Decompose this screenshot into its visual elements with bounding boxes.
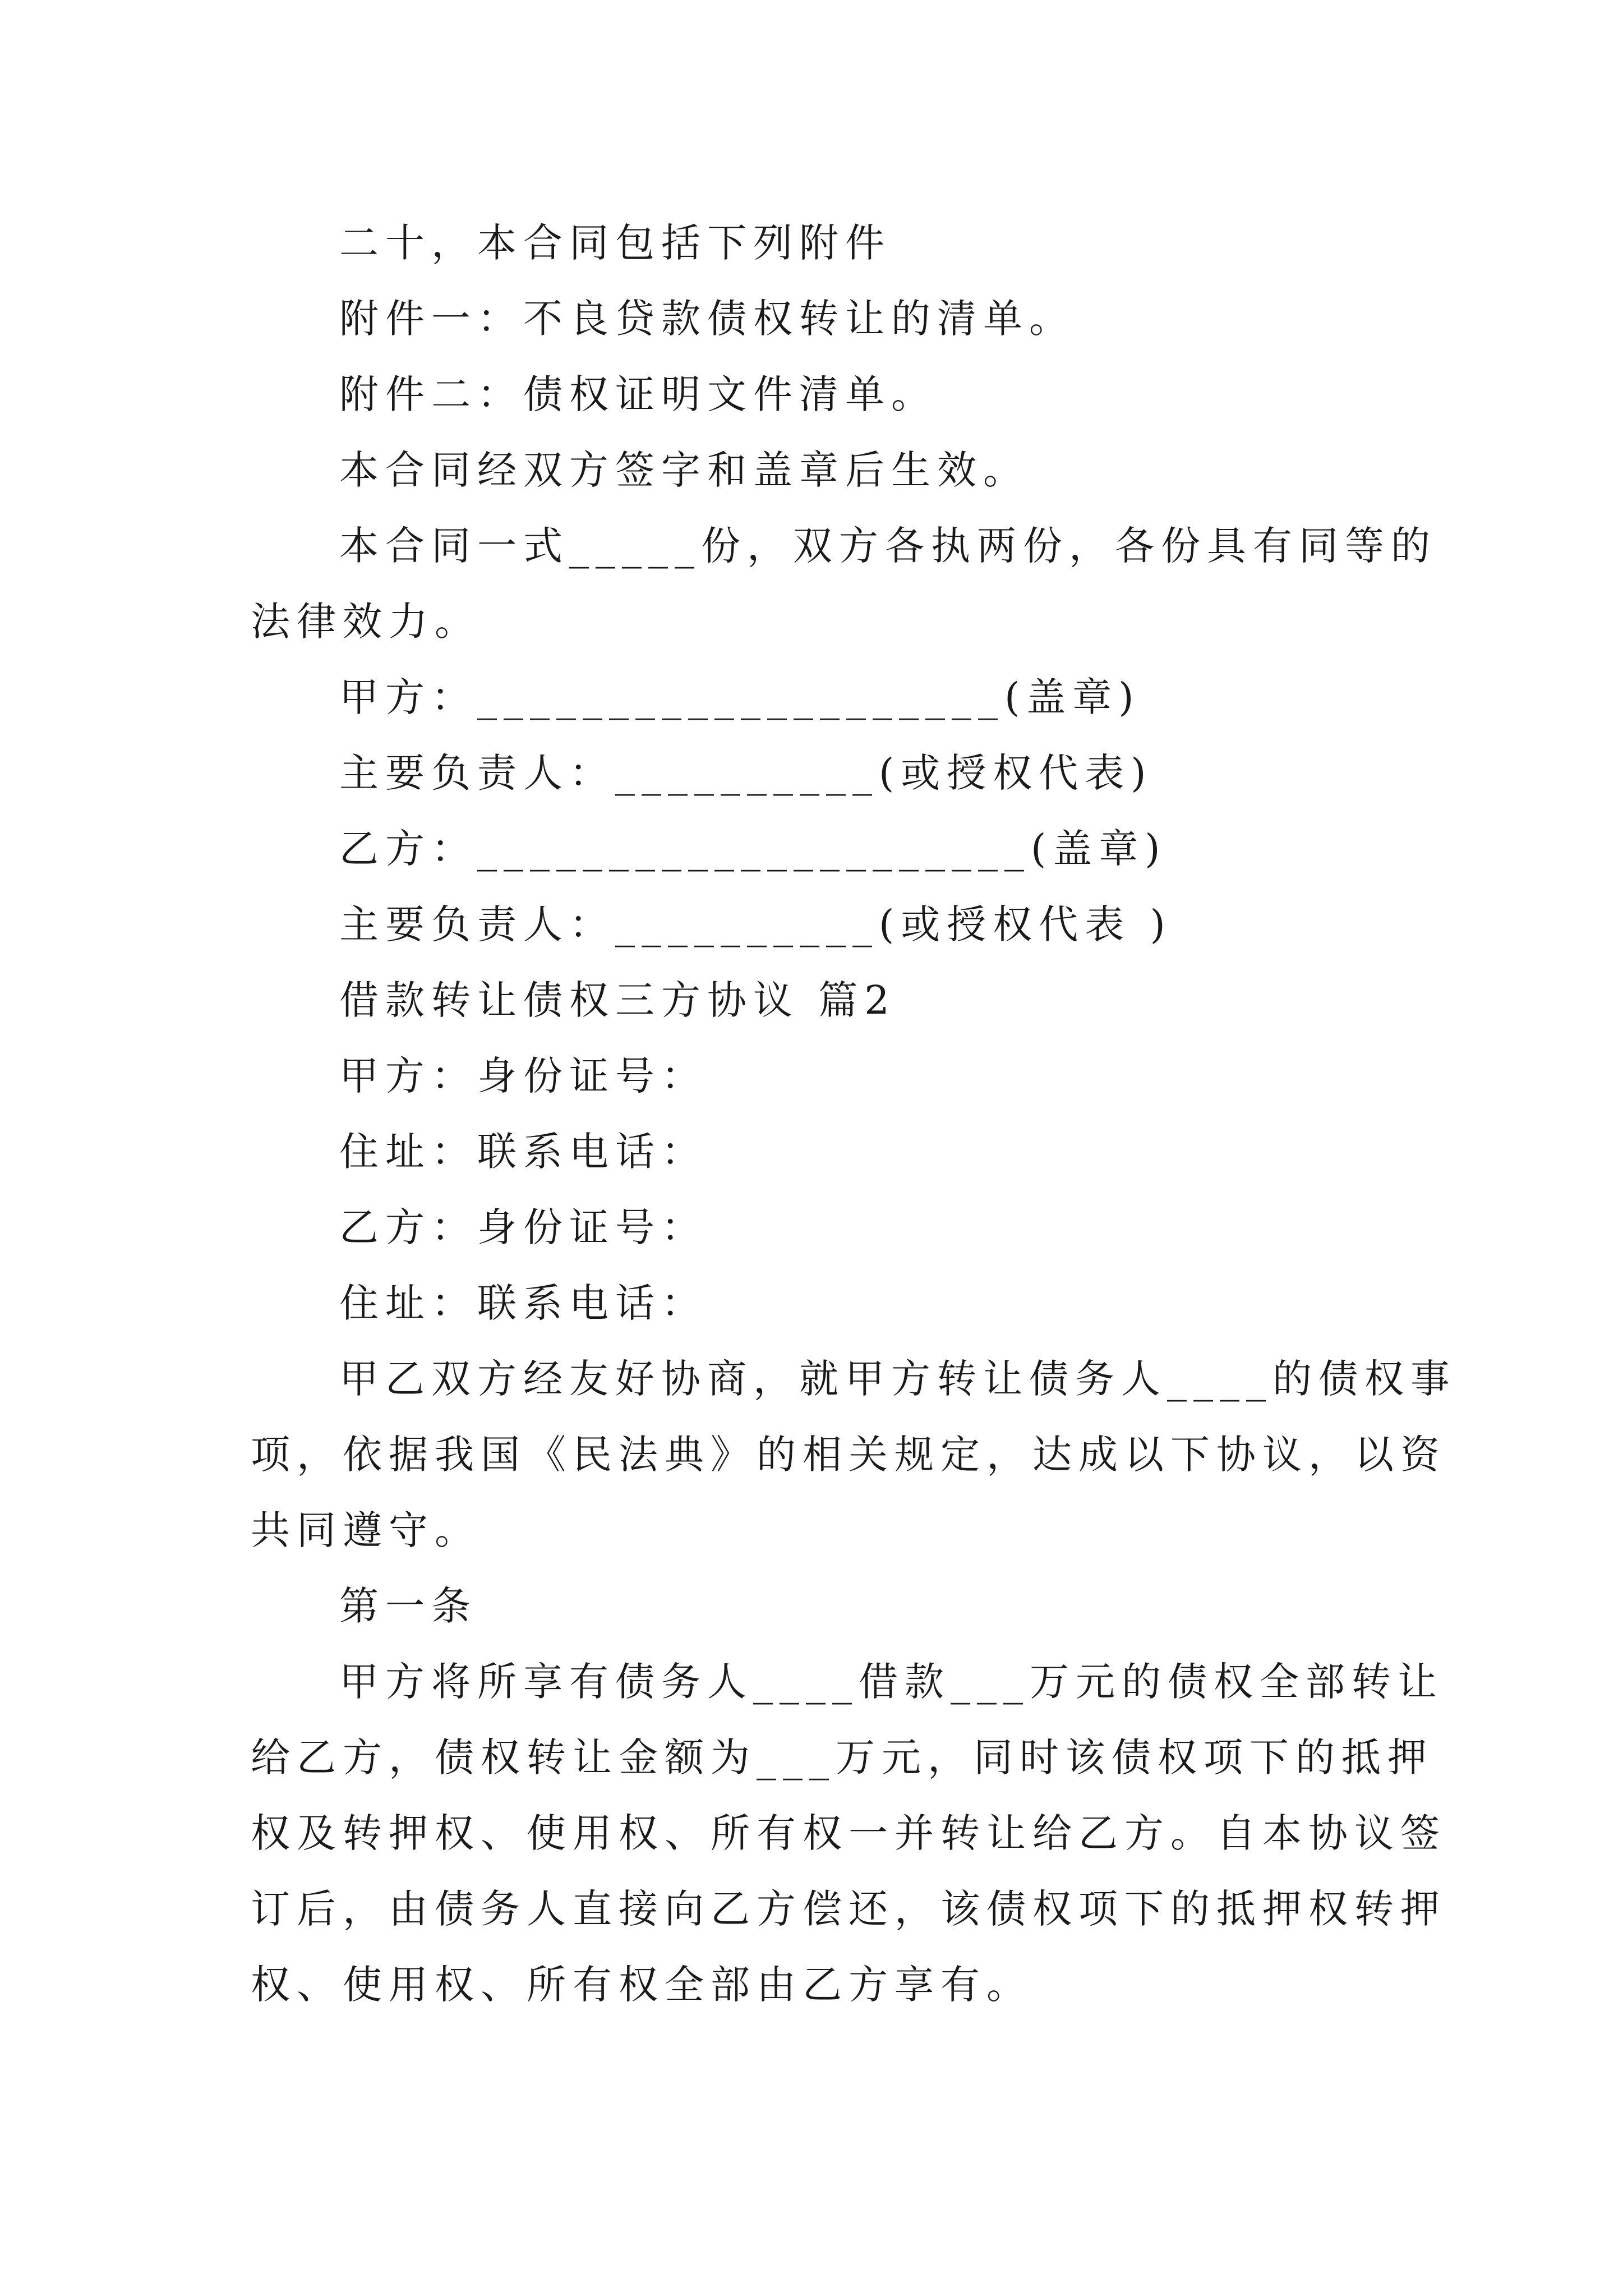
party-a-seal: 甲方：____________________(盖章) [339,674,1141,720]
copies-clause-cont: 法律效力。 [251,599,481,645]
section-title: 借款转让债权三方协议 篇2 [339,977,896,1023]
party-a-principal: 主要负责人：__________(或授权代表) [339,750,1153,796]
attachment-two: 附件二：债权证明文件清单。 [339,371,937,417]
article-one-heading: 第一条 [339,1583,477,1629]
party-b-id: 乙方：身份证号： [339,1204,707,1250]
preamble-cont-2: 共同遵守。 [251,1507,481,1553]
party-a-address: 住址：联系电话： [339,1129,707,1175]
article-one-text-cont-1: 给乙方，债权转让金额为___万元，同时该债权项下的抵押 [251,1734,1433,1780]
party-b-seal: 乙方：_____________________(盖章) [339,826,1167,872]
preamble: 甲乙双方经友好协商，就甲方转让债务人____的债权事 [339,1356,1456,1402]
article-one-text-cont-2: 权及转押权、使用权、所有权一并转让给乙方。自本协议签 [251,1810,1446,1856]
article-one-text-cont-4: 权、使用权、所有权全部由乙方享有。 [251,1962,1032,2008]
party-b-address: 住址：联系电话： [339,1280,707,1326]
attachment-one: 附件一：不良贷款债权转让的清单。 [339,296,1075,342]
party-b-principal: 主要负责人：__________(或授权代表 ) [339,901,1172,947]
article-one-text-cont-3: 订后，由债务人直接向乙方偿还，该债权项下的抵押权转押 [251,1886,1446,1932]
article-one-text: 甲方将所享有债务人____借款___万元的债权全部转让 [339,1659,1444,1705]
preamble-cont-1: 项，依据我国《民法典》的相关规定，达成以下协议，以资 [251,1432,1446,1478]
effective-clause: 本合同经双方签字和盖章后生效。 [339,447,1029,493]
copies-clause: 本合同一式_____份，双方各执两份，各份具有同等的 [339,523,1437,569]
party-a-id: 甲方：身份证号： [339,1053,707,1099]
attachments-heading: 二十，本合同包括下列附件 [339,220,891,266]
